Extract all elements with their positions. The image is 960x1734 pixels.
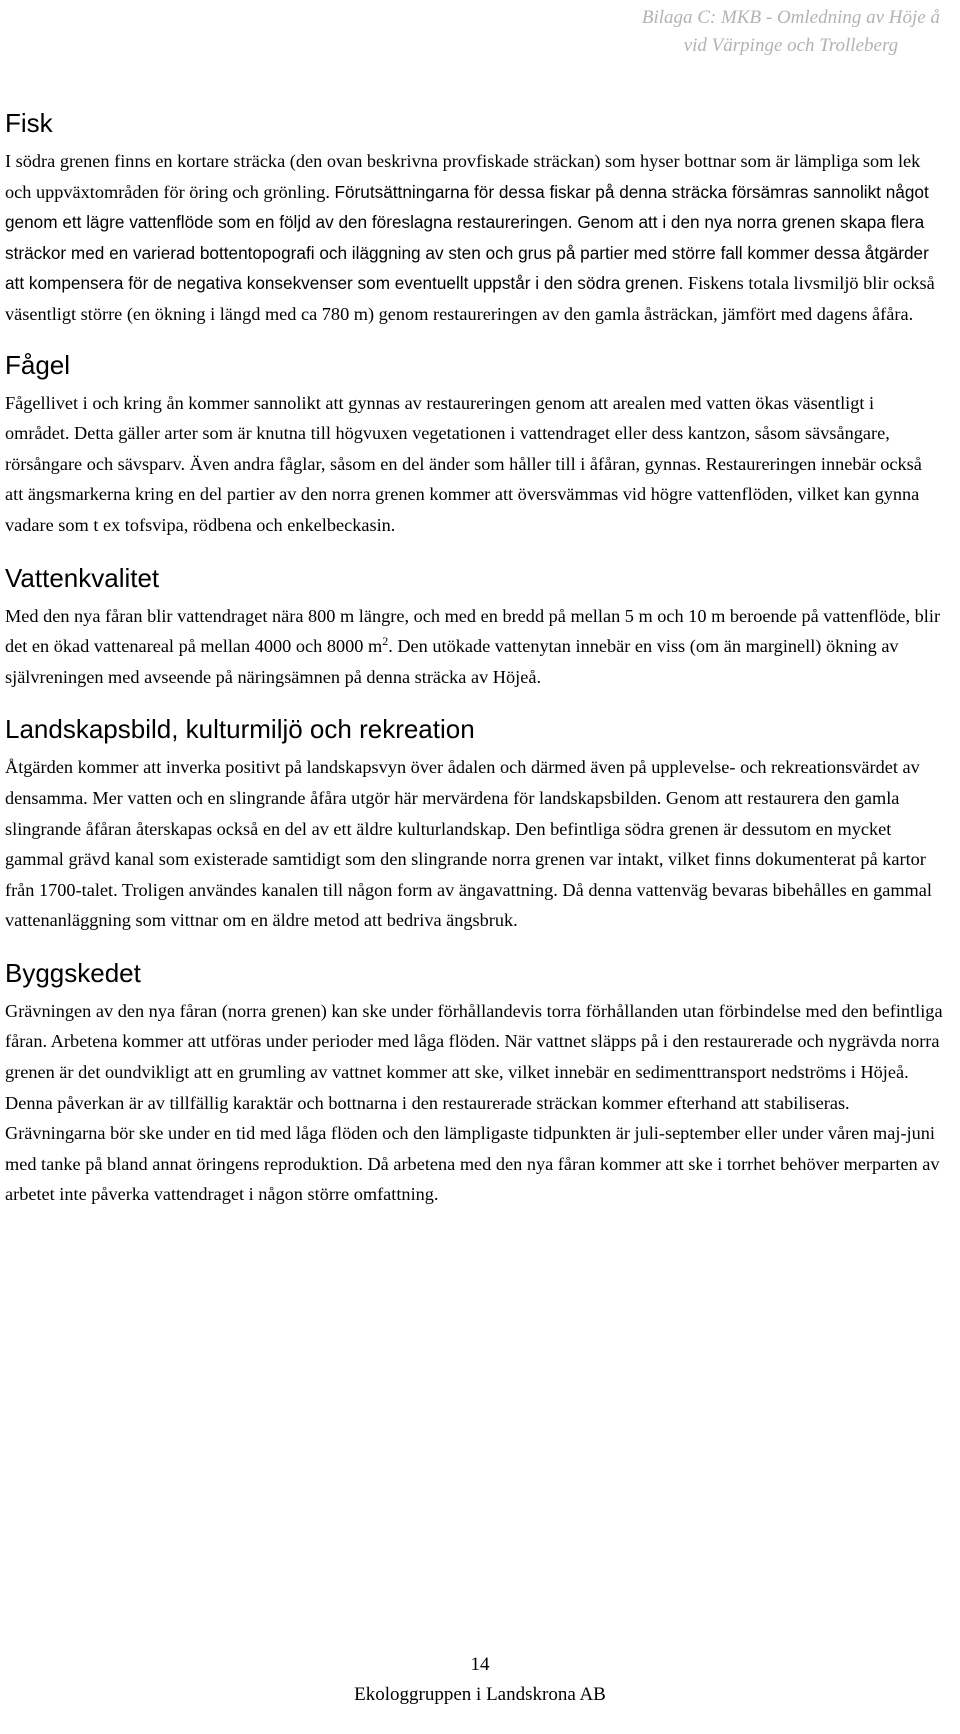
section-fagel xyxy=(5,350,943,541)
document-body xyxy=(5,108,943,1210)
paragraph-byggskedet: Grävningen av den nya fåran (norra grenen) kan ske under förhållandevis torra förhållanden utan förbindelse med den befintliga fåran. Arbetena kommer att utföras under perioder med låga flöden. När vattnet släpps på i den restaurerade och nygrävda norra grenen är det oundvikligt att en grumling av vattnet kommer att ske, vilket innebär en sedimenttransport nedströms i Höjeå. Denna påverkan är av tillfällig karaktär och bottnarna i den restaurerade sträckan kommer efterhand att stabiliseras. Grävningarna bör ske under en tid med låga flöden och den lämpligaste tidpunkten är juli-september eller under våren maj-juni med tanke på bland annat öringens reproduktion. Då arbetena med den nya fåran kommer att ske i torrhet behöver merparten av arbetet inte påverka vattendraget i någon större omfattning. xyxy=(5,1000,943,1205)
heading-fagel: Fågel xyxy=(5,349,71,380)
fisk-text-2: Förutsättningarna för dessa fiskar på denna sträcka försämras sannolikt något genom ett lägre vattenflöde som en följd av den föreslagna restaureringen. Genom att i den nya norra grenen skapa flera sträckor med en varierad bottentopografi och iläggning av sten och grus på partier med större fall kommer dessa åtgärder att kompensera för de negativa konsekvenser som eventuellt uppstår i den södra grenen. xyxy=(5,181,929,294)
fisk-text-3: Fiskens totala livsmiljö blir också väsentligt större (en ökning i längd med ca 780 m) genom restaureringen av den gamla åsträckan, jämfört med dagens åfåra. xyxy=(5,273,935,324)
section-fisk xyxy=(5,108,943,330)
header-line-1: Bilaga C: MKB - Omledning av Höje å xyxy=(641,7,940,28)
vatten-text-b: . Den utökade vattenytan innebär en viss (om än marginell) ökning av självreningen med avseende på näringsämnen på denna sträcka av Höjeå. xyxy=(5,636,899,687)
superscript-2: 2 xyxy=(382,634,389,649)
heading-fisk: Fisk xyxy=(5,108,53,138)
fisk-text-1: I södra grenen finns en kortare sträcka (den ovan beskrivna provfiskade sträckan) som hyser bottnar som är lämpliga som lek och uppväxtområden för öring och grönling. xyxy=(5,151,921,202)
heading-landskapsbild: Landskapsbild, kulturmiljö och rekreation xyxy=(5,714,475,745)
paragraph-landskapsbild: Åtgärden kommer att inverka positivt på landskapsvyn över ådalen och därmed även på upplevelse- och rekreationsvärdet av densamma. Mer vatten och en slingrande åfåra utgör här mervärdena för landskapsbilden. Genom att restaurera den gamla slingrande åfåran återskapas också en del av ett äldre kulturlandskap. Den befintliga södra grenen är dessutom en mycket gammal grävd kanal som existerade samtidigt som den slingrande norra grenen var intakt, vilket finns dokumenterat på kartor från 1700-talet. Troligen användes kanalen till någon form av ängavattning. Då denna vattenväg bevaras bibehålles en gammal vattenanläggning som vittnar om en äldre metod att bedriva ängsbruk. xyxy=(5,757,932,931)
page-footer xyxy=(0,1650,960,1710)
section-byggskedet xyxy=(5,958,943,1210)
header-line-2: vid Värpinge och Trolleberg xyxy=(683,35,899,56)
heading-vattenkvalitet: Vattenkvalitet xyxy=(5,562,160,593)
section-vattenkvalitet xyxy=(5,563,943,693)
section-landskapsbild xyxy=(5,714,943,936)
heading-byggskedet: Byggskedet xyxy=(5,957,141,988)
paragraph-fisk xyxy=(5,146,943,330)
footer-company: Ekologgruppen i Landskrona AB xyxy=(354,1684,606,1705)
paragraph-vattenkvalitet xyxy=(5,601,943,693)
paragraph-fagel: Fågellivet i och kring ån kommer sannolikt att gynnas av restaureringen genom att arealen med vatten ökas väsentligt i området. Detta gäller arter som är knutna till högvuxen vegetationen i vattendraget eller dess kantzon, såsom sävsångare, rörsångare och sävsparv. Även andra fåglar, såsom en del änder som håller till i åfåran, gynnas. Restaureringen innebär också att ängsmarkerna kring en del partier av den norra grenen kommer att översvämmas vid högre vattenflöden, vilket kan gynna vadare som t ex tofsvipa, rödbena och enkelbeckasin. xyxy=(5,392,922,535)
running-header xyxy=(642,4,940,60)
page-number: 14 xyxy=(470,1654,490,1675)
vatten-text-a: Med den nya fåran blir vattendraget nära 800 m längre, och med en bredd på mellan 5 m och 10 m beroende på vattenflöde, blir det en ökad vattenareal på mellan 4000 och 8000 m xyxy=(5,605,941,657)
